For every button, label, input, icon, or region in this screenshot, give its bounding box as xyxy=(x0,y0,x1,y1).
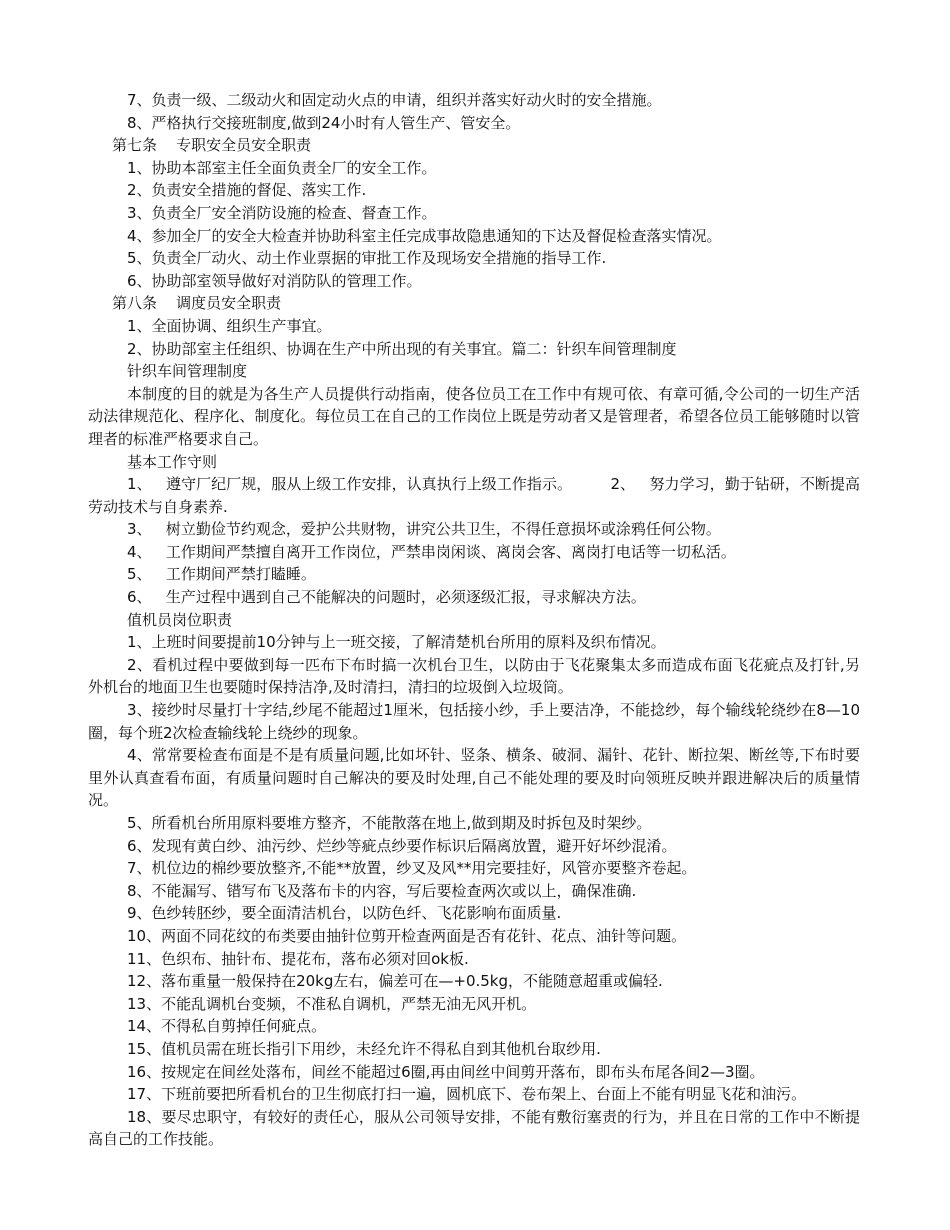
section-heading: 第七条 专职安全员安全职责 xyxy=(112,136,312,155)
paragraph: 6、 生产过程中遇到自己不能解决的问题时，必须逐级汇报，寻求解决方法。 xyxy=(127,588,646,607)
section-heading: 第八条 调度员安全职责 xyxy=(112,294,282,313)
paragraph: 2、看机过程中要做到每一匹布下布时搞一次机台卫生，以防由于飞花聚集太多而造成布面飞花疵点及打针,另外机台的地面卫生也要随时保持洁净,及时清扫，清扫的垃圾倒入垃圾筒。 xyxy=(88,655,860,697)
paragraph: 1、 遵守厂纪厂规，服从上级工作安排，认真执行上级工作指示。 2、 努力学习，勤于钻研，不断提高劳动技术与自身素养. xyxy=(88,475,860,516)
paragraph: 1、全面协调、组织生产事宜。 xyxy=(127,316,332,335)
paragraph: 6、协助部室领导做好对消防队的管理工作。 xyxy=(127,271,422,290)
paragraph: 7、负责一级、二级动火和固定动火点的申请，组织并落实好动火时的安全措施。 xyxy=(127,91,662,109)
paragraph: 13、不能乱调机台变频，不准私自调机，严禁无油无风开机。 xyxy=(127,994,537,1013)
paragraph: 7、机位边的棉纱要放整齐,不能**放置，纱叉及风**用完要挂好，风管亦要整齐卷起。 xyxy=(127,859,697,878)
paragraph: 4、参加全厂的安全大检查并协助科室主任完成事故隐患通知的下达及督促检查落实情况。 xyxy=(127,226,722,245)
paragraph: 8、不能漏写、错写布飞及落布卡的内容，写后要检查两次或以上，确保准确. xyxy=(127,881,637,900)
paragraph: 4、常常要检查布面是不是有质量问题,比如坏针、竖条、横条、破洞、漏针、花针、断拉架、断丝等,下布时要里外认真查看布面，有质量问题时自己解决的要及时处理,自己不能处理的要及时向领班反映并跟进解决后的质量情况。 xyxy=(88,746,860,810)
paragraph: 1、上班时间要提前10分钟与上一班交接，了解清楚机台所用的原料及织布情况。 xyxy=(127,633,666,652)
document-body xyxy=(88,89,860,1151)
paragraph: 11、色织布、抽针布、提花布，落布必须对回ok板. xyxy=(127,949,469,968)
paragraph: 4、 工作期间严禁擅自离开工作岗位，严禁串岗闲谈、离岗会客、离岗打电话等一切私活。 xyxy=(127,542,736,561)
paragraph: 16、按规定在间丝处落布，间丝不能超过6圈,再由间丝中间剪开落布，即布头布尾各间2—3圈。 xyxy=(127,1062,765,1081)
paragraph: 5、所看机台所用原料要堆方整齐，不能散落在地上,做到期及时拆包及时架纱。 xyxy=(127,814,652,832)
paragraph: 2、负责安全措施的督促、落实工作. xyxy=(127,181,367,200)
paragraph: 18、要尽忠职守，有较好的责任心，服从公司领导安排，不能有敷衍塞责的行为，并且在日常的工作中不断提高自己的工作技能。 xyxy=(88,1107,860,1149)
paragraph: 9、色纱转胚纱，要全面清洁机台，以防色纤、飞花影响布面质量. xyxy=(127,904,562,923)
paragraph: 17、下班前要把所看机台的卫生彻底打扫一遍，圆机底下、卷布架上、台面上不能有明显飞花和油污。 xyxy=(127,1085,807,1104)
paragraph: 14、不得私自剪掉任何疵点。 xyxy=(127,1017,327,1036)
paragraph: 8、严格执行交接班制度,做到24小时有人管生产、管安全。 xyxy=(127,113,521,132)
paragraph: 1、协助本部室主任全面负责全厂的安全工作。 xyxy=(127,158,437,177)
section-heading: 针织车间管理制度 xyxy=(127,362,248,381)
paragraph: 3、接纱时尽量打十字结,纱尾不能超过1厘米，包括接小纱，手上要洁净，不能捻纱，每个输线轮绕纱在8—10圈，每个班2次检查输线轮上绕纱的现象。 xyxy=(88,701,860,742)
paragraph: 2、协助部室主任组织、协调在生产中所出现的有关事宜。篇二：针织车间管理制度 xyxy=(127,339,677,358)
paragraph: 12、落布重量一般保持在20kg左右，偏差可在—+0.5kg，不能随意超重或偏轻. xyxy=(127,972,663,991)
paragraph: 本制度的目的就是为各生产人员提供行动指南，使各位员工在工作中有规可依、有章可循,令公司的一切生产活动法律规范化、程序化、制度化。每位员工在自己的工作岗位上既是劳动者又是管理者，希望各位员工能够随时以管理者的标准严格要求自己。 xyxy=(88,384,860,448)
paragraph: 10、两面不同花纹的布类要由抽针位剪开检查两面是否有花针、花点、油针等问题。 xyxy=(127,926,687,945)
section-heading: 值机员岗位职责 xyxy=(127,610,233,629)
paragraph: 3、 树立勤俭节约观念，爱护公共财物，讲究公共卫生，不得任意损坏或涂鸦任何公物。 xyxy=(127,520,721,539)
paragraph: 5、负责全厂动火、动土作业票据的审批工作及现场安全措施的指导工作. xyxy=(127,249,607,268)
section-heading: 基本工作守则 xyxy=(127,452,218,471)
paragraph: 3、负责全厂安全消防设施的检查、督查工作。 xyxy=(127,203,437,222)
paragraph: 6、发现有黄白纱、油污纱、烂纱等疵点纱要作标识后隔离放置，避开好坏纱混淆。 xyxy=(127,836,677,855)
paragraph: 15、值机员需在班长指引下用纱，未经允许不得私自到其他机台取纱用. xyxy=(127,1039,601,1058)
paragraph: 5、 工作期间严禁打瞌睡。 xyxy=(127,565,316,584)
